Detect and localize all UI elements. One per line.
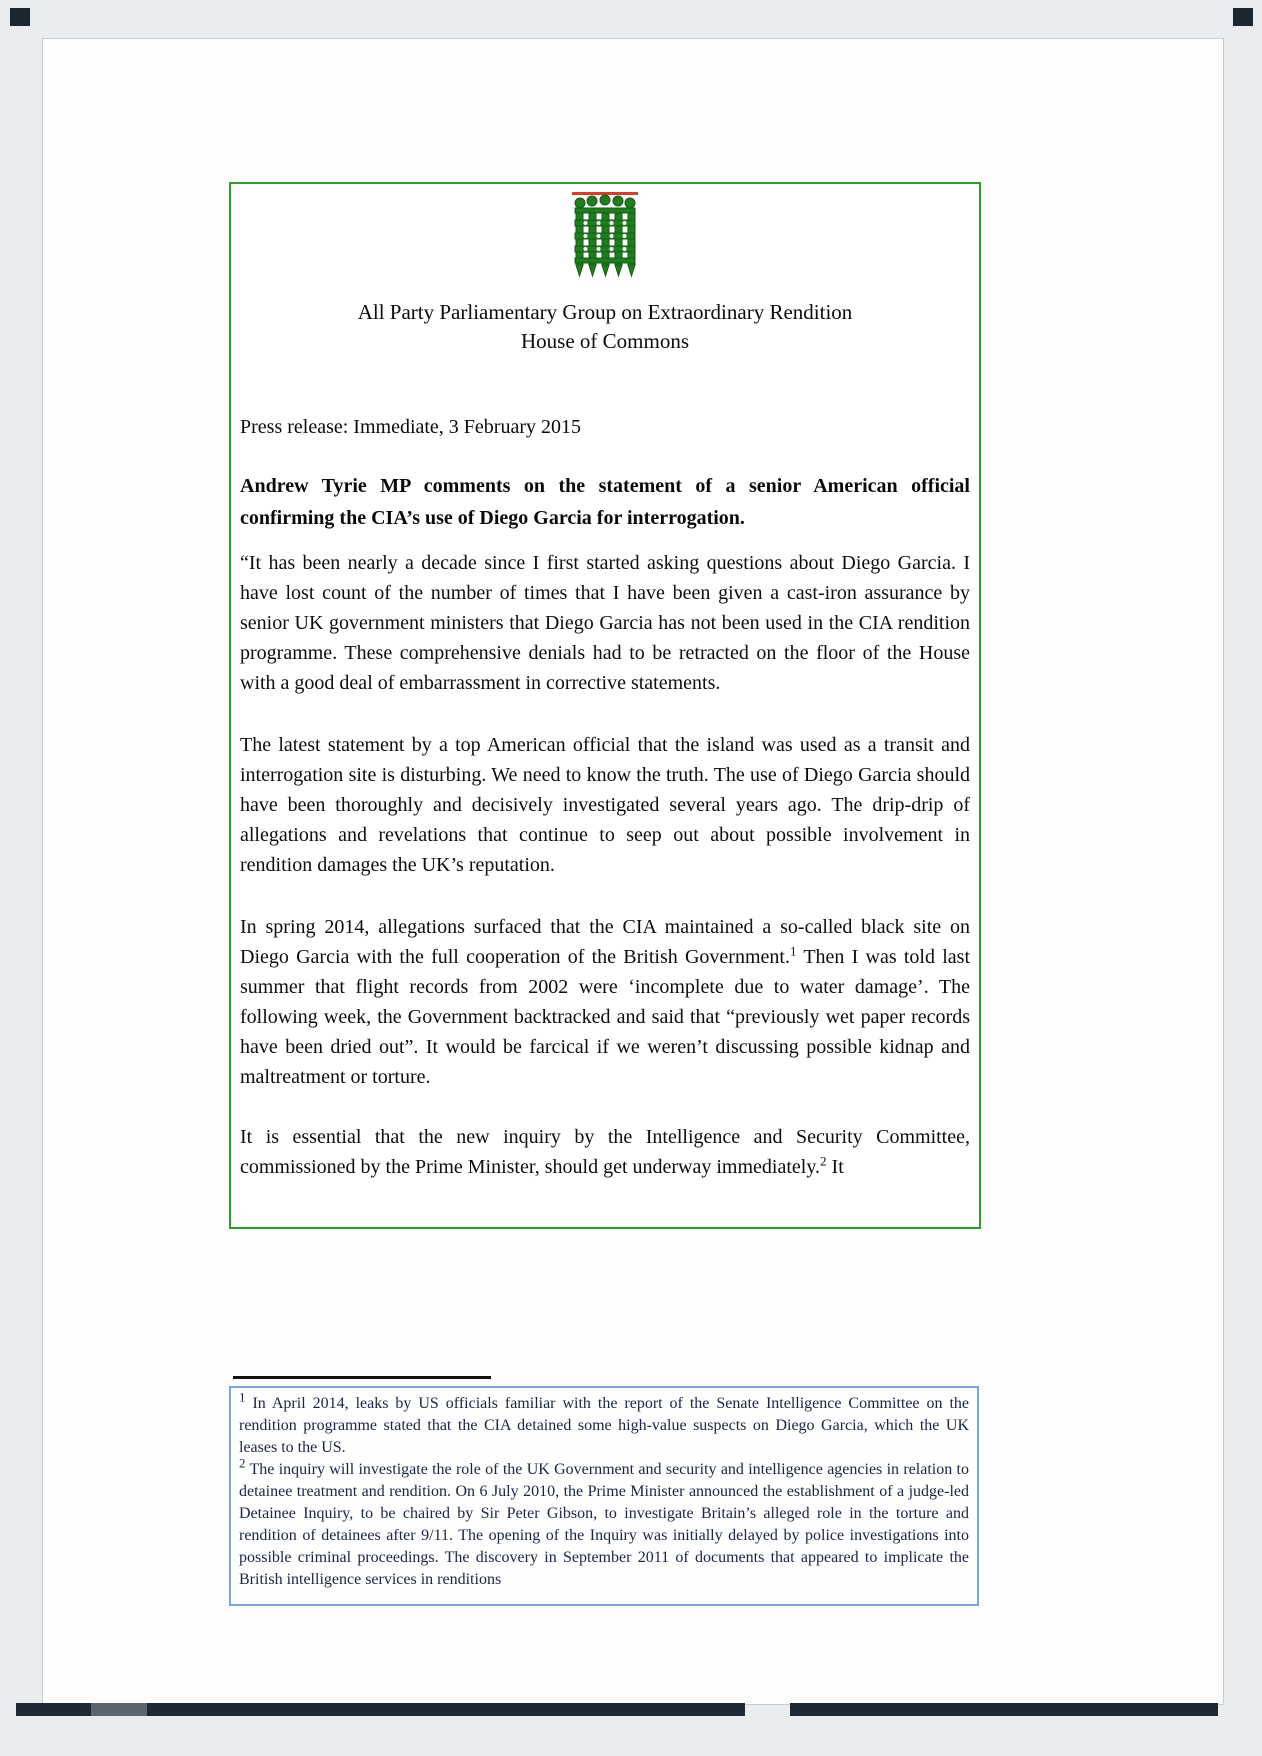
paragraph-text: Then I was told last summer that flight records from 2002 were ‘incomplete due to water damage’. The following week, the Government backtracked and said that “previously wet paper records have been dried out”. It would be farcical if we weren’t discussing possible kidnap and maltreatment or torture.	[240, 946, 970, 1088]
paragraph-text: It	[826, 1156, 844, 1178]
org-title	[240, 298, 970, 356]
org-title-line2: House of Commons	[521, 329, 689, 353]
footnote-2-text: The inquiry will investigate the role of the UK Government and security and intelligence agencies in relation to detainee treatment and rendition. On 6 July 2010, the Prime Minister announced the establishment of a judge-led Detainee Inquiry, to be chaired by Sir Peter Gibson, to investigate Britain’s alleged role in the torture and rendition of detainees after 9/11. The opening of the Inquiry was initially delayed by police investigations into possible criminal proceedings. The discovery in September 2011 of documents that appeared to implicate the British intelligence services in renditions	[239, 1461, 969, 1588]
body-paragraph	[240, 912, 970, 1092]
window-corner-mark-left	[10, 8, 30, 26]
taskbar-active-item[interactable]	[91, 1703, 147, 1716]
org-title-line1: All Party Parliamentary Group on Extraordinary Rendition	[357, 300, 853, 324]
press-release-line: Press release: Immediate, 3 February 2015	[240, 416, 582, 438]
taskbar-segment-left[interactable]	[16, 1703, 745, 1716]
body-paragraph	[240, 548, 970, 698]
paragraph-text: It is essential that the new inquiry by the Intelligence and Security Committee, commissioned by the Prime Minister, should get underway immediately.	[240, 1126, 970, 1178]
paragraph-text: The latest statement by a top American official that the island was used as a transit and interrogation site is disturbing. We need to know the truth. The use of Diego Garcia should have been thoroughly and decisively investigated several years ago. The drip-drip of allegations and revelations that continue to seep out about possible involvement in rendition damages the UK’s reputation.	[240, 734, 970, 876]
footnote-reference-1: 1	[789, 943, 797, 959]
window-corner-mark-right	[1233, 8, 1253, 26]
footnote-separator-rule	[233, 1376, 491, 1379]
portcullis-logo-icon	[566, 192, 644, 282]
taskbar-segment-right[interactable]	[790, 1703, 1218, 1716]
document-page	[42, 38, 1224, 1705]
footnotes-bordered-box	[229, 1386, 979, 1606]
press-release-bordered-box	[229, 182, 981, 1229]
footnote-2	[239, 1455, 969, 1591]
body-paragraph	[240, 730, 970, 880]
headline: Andrew Tyrie MP comments on the statement of a senior American official confirming the CIA’s use of Diego Garcia for interrogation.	[240, 475, 970, 529]
footnote-reference-2: 2	[820, 1153, 827, 1169]
paragraph-text: In spring 2014, allegations surfaced that the CIA maintained a so-called black site on Diego Garcia with the full cooperation of the British Government.	[240, 916, 970, 968]
paragraph-text: “It has been nearly a decade since I first started asking questions about Diego Garcia. I have lost count of the number of times that I have been given a cast-iron assurance by senior UK government ministers that Diego Garcia has not been used in the CIA rendition programme. These comprehensive denials had to be retracted on the floor of the House with a good deal of embarrassment in corrective statements.	[240, 552, 970, 694]
footnote-1-marker: 1	[239, 1389, 246, 1405]
body-paragraph	[240, 1122, 970, 1182]
footnote-2-marker: 2	[239, 1455, 246, 1471]
footnote-1	[239, 1389, 969, 1459]
logo-container	[240, 192, 970, 284]
footnote-1-text: In April 2014, leaks by US officials familiar with the report of the Senate Intelligence Committee on the rendition programme stated that the CIA detained some high-value suspects on Diego Garcia, which the UK leases to the US.	[239, 1395, 969, 1456]
